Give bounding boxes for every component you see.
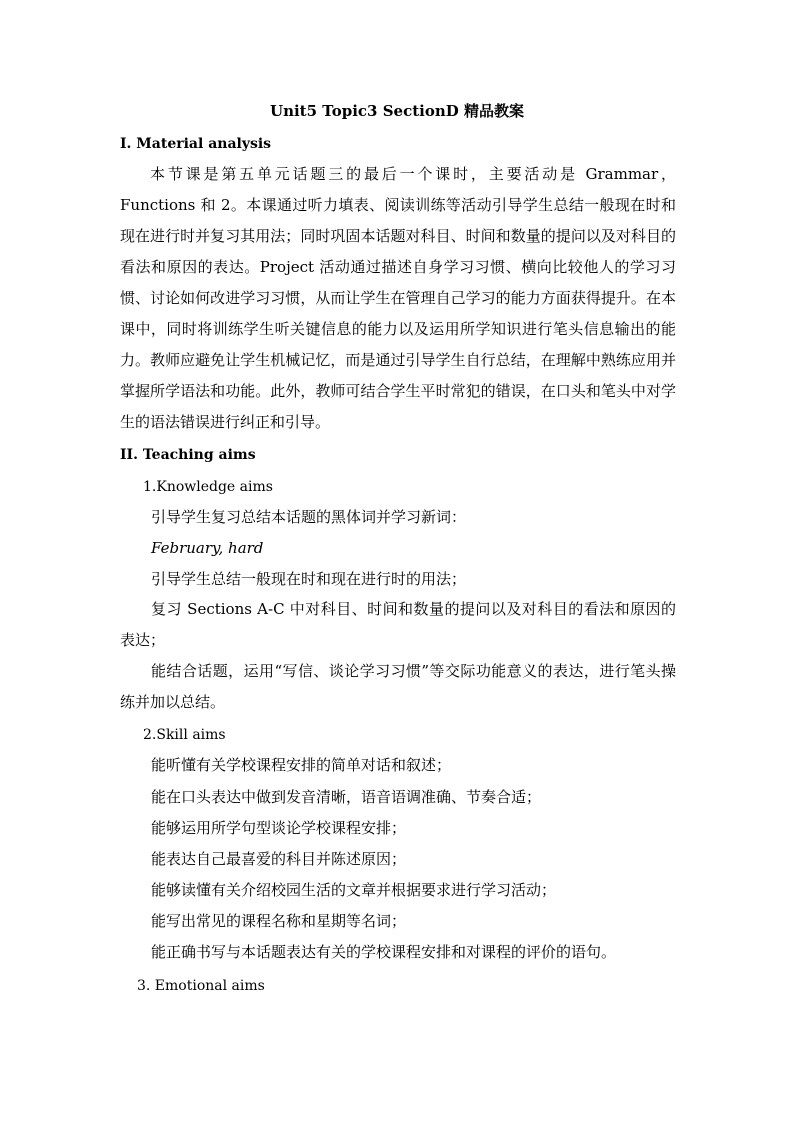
subheading-emotional-aims: 3. Emotional aims — [137, 978, 265, 994]
knowledge-item: 能结合话题，运用“写信、谈论学习习惯”等交际功能意义的表达，进行笔头操练并加以总结。 — [120, 662, 676, 711]
material-analysis-paragraph: 本节课是第五单元话题三的最后一个课时，主要活动是 Grammar，Functions 和 2。本课通过听力填表、阅读训练等活动引导学生总结一般现在时和现在进行时并复习其用法；同时巩固本话题对科目、时间和数量的提问以及对科目的看法和原因的表达。Project 活动通过描述自身学习习惯、横向比较他人的学习习惯、讨论如何改进学习习惯，从而让学生在管理自己学习的能力方面获得提升。在本课中，同时将训练学生听关键信息的能力以及运用所学知识进行笔头信息输出的能力。教师应避免让学生机械记忆，而是通过引导学生自行总结，在理解中熟练应用并掌握所学语法和功能。此外，教师可结合学生平时常犯的错误，在口头和笔头中对学生的语法错误进行纠正和引导。 — [120, 165, 676, 431]
knowledge-item: 引导学生复习总结本话题的黑体词并学习新词： — [151, 508, 467, 526]
skill-item: 能正确书写与本话题表达有关的学校课程安排和对课程的评价的语句。 — [151, 943, 617, 961]
skill-item: 能写出常见的课程名称和星期等名词； — [151, 912, 407, 930]
section-heading-teaching-aims: II. Teaching aims — [120, 447, 256, 463]
document-title: Unit5 Topic3 SectionD 精品教案 — [270, 102, 524, 120]
skill-item: 能听懂有关学校课程安排的简单对话和叙述； — [151, 756, 452, 774]
skill-item: 能够运用所学句型谈论学校课程安排； — [151, 819, 407, 837]
skill-item: 能够读懂有关介绍校园生活的文章并根据要求进行学习活动； — [151, 881, 557, 899]
knowledge-item-new-words: February, hard — [151, 539, 264, 557]
subheading-knowledge-aims: 1.Knowledge aims — [143, 479, 273, 495]
skill-item: 能表达自己最喜爱的科目并陈述原因； — [151, 850, 407, 868]
section-heading-material-analysis: I. Material analysis — [120, 136, 272, 152]
knowledge-item: 引导学生总结一般现在时和现在进行时的用法； — [151, 570, 467, 588]
knowledge-item: 复习 Sections A-C 中对科目、时间和数量的提问以及对科目的看法和原因的表达； — [120, 600, 676, 649]
subheading-skill-aims: 2.Skill aims — [143, 727, 226, 743]
skill-item: 能在口头表达中做到发音清晰，语音语调准确、节奏合适； — [151, 788, 542, 806]
